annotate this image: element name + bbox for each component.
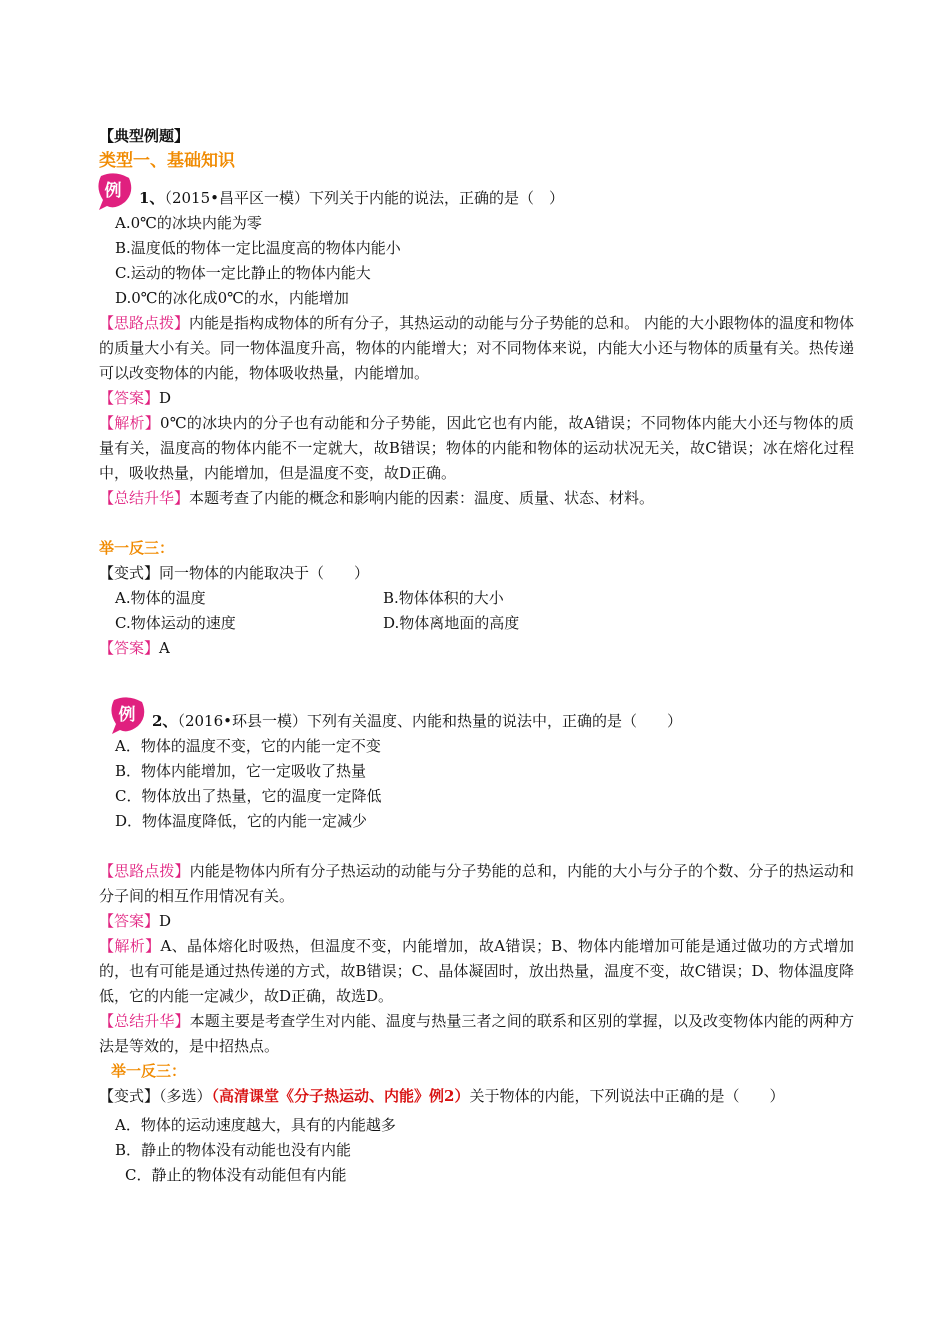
- drill-2-option: C．静止的物体没有动能但有内能: [125, 1166, 347, 1184]
- example-1-hint: 【思路点拨】内能是指构成物体的所有分子，其热运动的动能与分子势能的总和。 内能的大小跟物体的温度和物体的质量大小有关。同一物体温度升高，物体的内能增大；对不同物体来说，内能大小还与物体的质量有关。热传递可以改变物体的内能，物体吸收热量，内能增加。: [99, 314, 854, 382]
- example-2-stem: 2、（2016•环县一模）下列有关温度、内能和热量的说法中，正确的是（ ）: [152, 712, 682, 730]
- example-1-analysis: 【解析】0℃的冰块内的分子也有动能和分子势能，因此它也有内能，故A错误；不同物体内能大小还与物体的质量有关，温度高的物体内能不一定就大，故B错误；物体的内能和物体的运动状况无关，故C错误；冰在熔化过程中，吸收热量，内能增加，但是温度不变，故D正确。: [99, 414, 854, 482]
- example-2-option: B．物体内能增加，它一定吸收了热量: [115, 762, 367, 780]
- example-2-analysis: 【解析】A、晶体熔化时吸热，但温度不变，内能增加，故A错误；B、物体内能增加可能是通过做功的方式增加的，也有可能是通过热传递的方式，故B错误；C、晶体凝固时，放出热量，温度不变，故C错误；D、物体温度降低，它的内能一定减少，故D正确，故选D。: [99, 937, 854, 1005]
- example-1-option: A.0℃的冰块内能为零: [115, 214, 262, 232]
- drill-2-option: A．物体的运动速度越大，具有的内能越多: [115, 1116, 396, 1134]
- drill-1-option: B.物体体积的大小: [383, 589, 504, 607]
- example-1-option: B.温度低的物体一定比温度高的物体内能小: [115, 239, 401, 257]
- example-2-option: A．物体的温度不变，它的内能一定不变: [115, 737, 381, 755]
- example-1-summary: 【总结升华】本题考查了内能的概念和影响内能的因素：温度、质量、状态、材料。: [99, 489, 655, 507]
- example-2-answer: 【答案】D: [99, 912, 172, 930]
- type-title: 类型一、基础知识: [99, 151, 235, 171]
- example-2-summary: 【总结升华】本题主要是考查学生对内能、温度与热量三者之间的联系和区别的掌握，以及改变物体内能的两种方法是等效的，是中招热点。: [99, 1012, 854, 1055]
- example-1-answer: 【答案】D: [99, 389, 172, 407]
- drill-1-answer: 【答案】A: [99, 639, 170, 657]
- badge-text: 例: [118, 705, 136, 725]
- drill-1-option: D.物体离地面的高度: [383, 614, 520, 632]
- document-page: [99, 124, 854, 1188]
- example-1-option: C.运动的物体一定比静止的物体内能大: [115, 264, 371, 282]
- drill-1-title: 举一反三：: [99, 539, 175, 557]
- example-2-hint: 【思路点拨】内能是物体内所有分子热运动的动能与分子势能的总和，内能的大小与分子的个数、分子的热运动和分子间的相互作用情况有关。: [99, 862, 854, 905]
- example-1-number: 1、: [139, 189, 165, 207]
- drill-2-option: B．静止的物体没有动能也没有内能: [115, 1141, 352, 1159]
- example-1-stem: 1、（2015•昌平区一模）下列关于内能的说法，正确的是（ ）: [139, 189, 564, 207]
- badge-text: 例: [104, 181, 122, 201]
- drill-1-variant: 【变式】同一物体的内能取决于（ ）: [99, 564, 370, 582]
- drill-1-options-row: [99, 611, 854, 636]
- example-2-option: D．物体温度降低，它的内能一定减少: [115, 812, 368, 830]
- example-1-option: D.0℃的冰化成0℃的水，内能增加: [115, 289, 349, 307]
- drill-1-option: A.物体的温度: [115, 589, 206, 607]
- section-title: 【典型例题】: [99, 127, 190, 145]
- drill-2-variant: 【变式】（多选）（高清课堂《分子热运动、内能》例2）关于物体的内能，下列说法中正确的是（ ）: [99, 1087, 785, 1105]
- drill-1-option: C.物体运动的速度: [115, 614, 236, 632]
- drill-2-title: 举一反三：: [111, 1062, 187, 1080]
- drill-1-options-row: [99, 586, 854, 611]
- example-2-number: 2、: [152, 712, 178, 730]
- example-2-option: C．物体放出了热量，它的温度一定降低: [115, 787, 382, 805]
- drill-2-source: （高清课堂《分子热运动、内能》例2）: [211, 1087, 470, 1105]
